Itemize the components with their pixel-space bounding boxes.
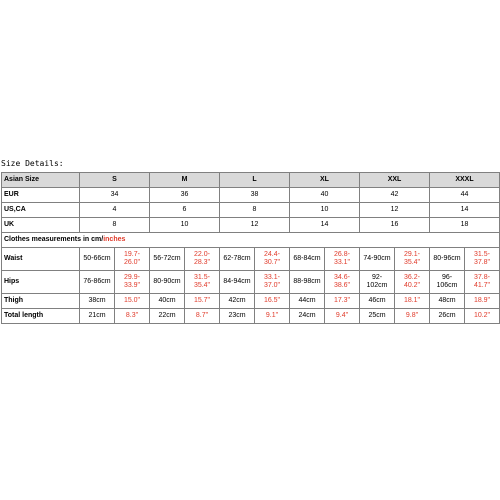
table-cell: 4 — [80, 203, 150, 218]
table-cell: 34 — [80, 188, 150, 203]
cm-cell: 44cm — [290, 294, 325, 309]
cm-cell: 96-106cm — [430, 271, 465, 294]
table-cell: 44 — [430, 188, 500, 203]
inch-cell: 18.1" — [395, 294, 430, 309]
row-label: UK — [2, 218, 80, 233]
size-row-us-ca — [2, 203, 500, 218]
cm-cell: 84-94cm — [220, 271, 255, 294]
size-details-title: Size Details: — [1, 159, 64, 168]
row-label: Thigh — [2, 294, 80, 309]
cm-cell: 80-96cm — [430, 248, 465, 271]
measure-row-thigh — [2, 294, 500, 309]
table-cell: 40 — [290, 188, 360, 203]
table-cell: 16 — [360, 218, 430, 233]
measure-row-total-length — [2, 309, 500, 324]
cm-cell: 23cm — [220, 309, 255, 324]
cm-cell: 74-90cm — [360, 248, 395, 271]
row-label: Waist — [2, 248, 80, 271]
cm-cell: 26cm — [430, 309, 465, 324]
cm-cell: 25cm — [360, 309, 395, 324]
size-row-eur — [2, 188, 500, 203]
inch-cell: 15.0" — [115, 294, 150, 309]
cm-cell: 80-90cm — [150, 271, 185, 294]
cm-cell: 22cm — [150, 309, 185, 324]
size-header-l: L — [220, 173, 290, 188]
table-cell: 12 — [360, 203, 430, 218]
inch-cell: 10.2" — [465, 309, 500, 324]
size-header-label: Asian Size — [2, 173, 80, 188]
inch-cell: 9.1" — [255, 309, 290, 324]
inch-cell: 31.5-37.8" — [465, 248, 500, 271]
size-header-row — [2, 173, 500, 188]
table-cell: 10 — [290, 203, 360, 218]
size-header-xxl: XXL — [360, 173, 430, 188]
inch-cell: 17.3" — [325, 294, 360, 309]
measurements-heading-prefix: Clothes measurements in cm/ — [4, 236, 104, 243]
inch-cell: 31.5-35.4" — [185, 271, 220, 294]
inch-cell: 16.5" — [255, 294, 290, 309]
size-header-xl: XL — [290, 173, 360, 188]
cm-cell: 88-98cm — [290, 271, 325, 294]
inch-cell: 26.8-33.1" — [325, 248, 360, 271]
inch-cell: 19.7-26.0" — [115, 248, 150, 271]
table-cell: 36 — [150, 188, 220, 203]
table-cell: 14 — [430, 203, 500, 218]
row-label: Hips — [2, 271, 80, 294]
table-cell: 12 — [220, 218, 290, 233]
table-cell: 38 — [220, 188, 290, 203]
inch-cell: 9.8" — [395, 309, 430, 324]
cm-cell: 62-78cm — [220, 248, 255, 271]
measurements-heading-accent: inches — [103, 236, 126, 243]
size-row-uk — [2, 218, 500, 233]
size-header-xxxl: XXXL — [430, 173, 500, 188]
cm-cell: 24cm — [290, 309, 325, 324]
table-cell: 10 — [150, 218, 220, 233]
cm-cell: 38cm — [80, 294, 115, 309]
inch-cell: 9.4" — [325, 309, 360, 324]
measurements-heading-row — [2, 233, 500, 248]
cm-cell: 50-66cm — [80, 248, 115, 271]
cm-cell: 21cm — [80, 309, 115, 324]
inch-cell: 34.6-38.6" — [325, 271, 360, 294]
inch-cell: 33.1-37.0" — [255, 271, 290, 294]
inch-cell: 18.9" — [465, 294, 500, 309]
table-cell: 42 — [360, 188, 430, 203]
table-cell: 6 — [150, 203, 220, 218]
cm-cell: 46cm — [360, 294, 395, 309]
cm-cell: 68-84cm — [290, 248, 325, 271]
table-cell: 8 — [220, 203, 290, 218]
table-cell: 8 — [80, 218, 150, 233]
row-label: US,CA — [2, 203, 80, 218]
table-cell: 18 — [430, 218, 500, 233]
size-header-s: S — [80, 173, 150, 188]
inch-cell: 8.7" — [185, 309, 220, 324]
row-label: EUR — [2, 188, 80, 203]
inch-cell: 37.8-41.7" — [465, 271, 500, 294]
table-cell: 14 — [290, 218, 360, 233]
row-label: Total length — [2, 309, 80, 324]
measure-row-hips — [2, 271, 500, 294]
cm-cell: 40cm — [150, 294, 185, 309]
cm-cell: 76-86cm — [80, 271, 115, 294]
inch-cell: 24.4-30.7" — [255, 248, 290, 271]
cm-cell: 92-102cm — [360, 271, 395, 294]
measurements-heading — [2, 233, 500, 248]
cm-cell: 56-72cm — [150, 248, 185, 271]
inch-cell: 15.7" — [185, 294, 220, 309]
cm-cell: 42cm — [220, 294, 255, 309]
inch-cell: 36.2-40.2" — [395, 271, 430, 294]
size-header-m: M — [150, 173, 220, 188]
cm-cell: 48cm — [430, 294, 465, 309]
inch-cell: 29.9-33.9" — [115, 271, 150, 294]
size-table — [1, 172, 500, 324]
measure-row-waist — [2, 248, 500, 271]
inch-cell: 22.0-28.3" — [185, 248, 220, 271]
inch-cell: 29.1-35.4" — [395, 248, 430, 271]
inch-cell: 8.3" — [115, 309, 150, 324]
